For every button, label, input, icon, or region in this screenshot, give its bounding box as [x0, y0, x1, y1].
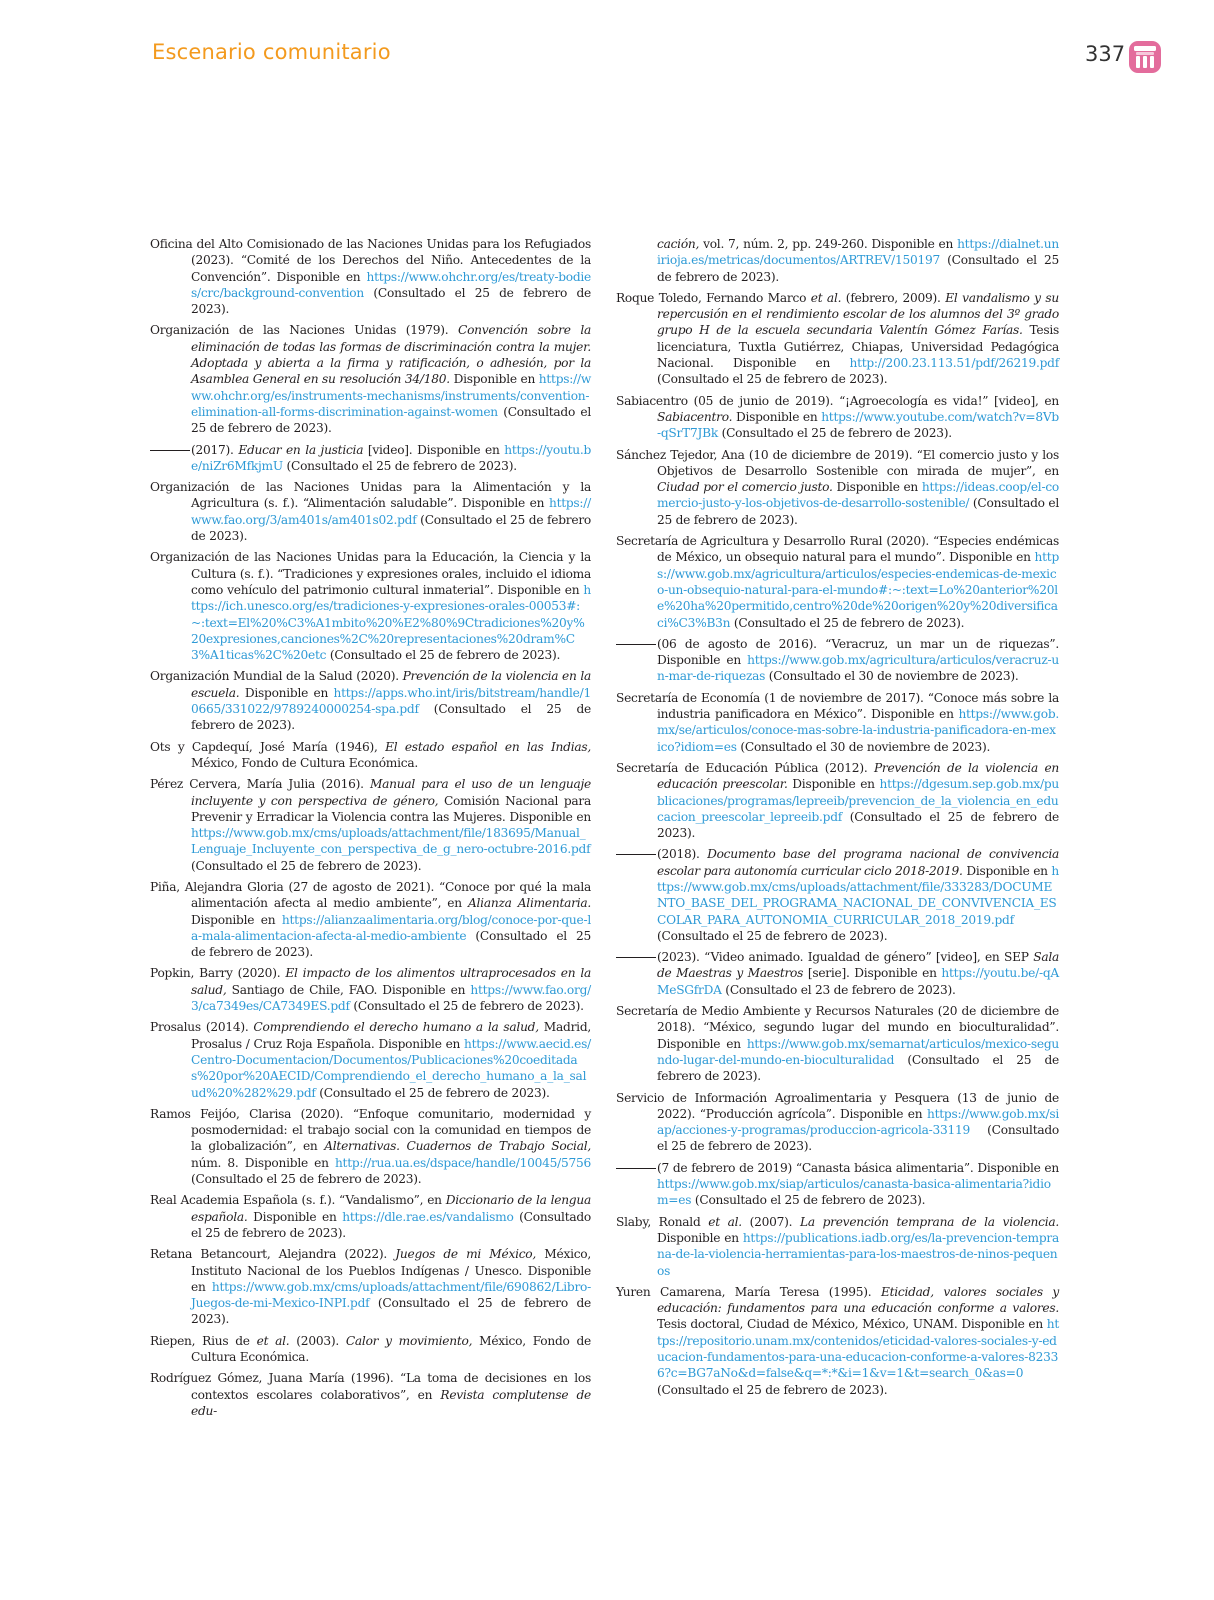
reference-text: (Consultado el 25 de febrero de 2023). — [191, 1296, 591, 1327]
reference-link[interactable]: https://www.gob.mx/semarnat/articulos/mexico-segundo-lugar-del-mundo-en-bioculturalidad — [657, 1036, 1059, 1067]
reference-entry — [150, 879, 591, 960]
reference-entry — [150, 1019, 591, 1100]
reference-title: El vandalismo y su repercusión en el rendimiento escolar de los alumnos del 3º grado grupo H de la escuela secundaria Valentín Gómez Farías. — [657, 290, 1059, 338]
reference-text: Servicio de Información Agroalimentaria y Pesquera (13 de junio de 2022). “Producción agrícola”. Disponible en — [616, 1090, 1059, 1121]
reference-text: (Consultado el 25 de febrero de 2023). — [191, 1209, 592, 1240]
reference-text: Organización Mundial de la Salud (2020). — [150, 669, 403, 684]
reference-text: México, Fondo de Cultura Económica. — [191, 1333, 591, 1364]
reference-text: Secretaría de Medio Ambiente y Recursos Naturales (20 de diciembre de 2018). “México, segundo lugar del mundo en bioculturalidad”. Disponible en — [616, 1004, 1059, 1051]
reference-text: (Consultado el 25 de febrero de 2023). — [657, 1052, 1059, 1084]
reference-text: (Consultado el 25 de febrero de 2023). — [282, 458, 517, 473]
reference-text: (2003). — [289, 1333, 346, 1348]
reference-text: (2018). — [657, 847, 708, 862]
reference-text: (Consultado el 25 de febrero de 2023). — [657, 253, 1059, 284]
reference-title: et al. — [256, 1333, 290, 1348]
reference-text: (Consultado el 25 de febrero de 2023). — [349, 999, 584, 1014]
reference-entry — [150, 236, 591, 317]
repeat-author-dash — [616, 644, 656, 645]
reference-link[interactable]: https://www.gob.mx/siap/acciones-y-programas/produccion-agricola-33119 — [657, 1106, 1059, 1138]
reference-text: (Consultado el 30 de noviembre de 2023). — [765, 669, 1019, 684]
reference-text: Prosalus (2014). — [150, 1020, 254, 1035]
reference-link[interactable]: https://dle.rae.es/vandalismo — [342, 1209, 514, 1224]
reference-text: (Consultado el 25 de febrero de 2023). — [717, 426, 952, 441]
reference-link[interactable]: https://www.gob.mx/siap/articulos/canasta-basica-alimentaria?idiom=es — [657, 1177, 1051, 1208]
reference-text: Disponible en — [247, 1209, 343, 1224]
reference-link[interactable]: https://www.ohchr.org/es/instruments-mechanisms/instruments/convention-elimination-all-forms-discrimination-against-women — [191, 372, 591, 419]
reference-title: Revista complutense de edu- — [191, 1387, 591, 1418]
reference-text: Tesis licenciatura, Tuxtla Gutiérrez, Chiapas, Universidad Pedagógica Nacional. Disponible en — [657, 323, 1059, 371]
reference-entry — [616, 1160, 1059, 1209]
reference-title: Calor y movimiento, — [345, 1333, 473, 1348]
reference-entry — [616, 1003, 1059, 1084]
reference-link[interactable]: https://ideas.coop/el-comercio-justo-y-los-objetivos-de-desarrollo-sostenible/ — [657, 480, 1059, 511]
reference-title: et al. — [810, 290, 842, 305]
reference-entry — [150, 1246, 591, 1327]
reference-text: [serie]. Disponible en — [803, 966, 942, 981]
reference-text: (Consultado el 25 de febrero de 2023). — [657, 928, 888, 943]
reference-text: Disponible en — [449, 372, 539, 387]
reference-entry — [616, 1214, 1059, 1279]
reference-entry — [150, 776, 591, 874]
reference-text: Tesis doctoral, Ciudad de México, México, UNAM. Disponible en — [657, 1317, 1047, 1332]
reference-link[interactable]: https://www.ohchr.org/es/treaty-bodies/crc/background-convention — [191, 269, 591, 300]
reference-text: Secretaría de Agricultura y Desarrollo Rural (2020). “Especies endémicas de México, un obsequio natural para el mundo”. Disponible en — [616, 534, 1059, 565]
reference-text: (Consultado el 25 de febrero de 2023). — [326, 648, 561, 663]
reference-title: et al. — [708, 1214, 742, 1229]
reference-text: Organización de las Naciones Unidas para la Educación, la Ciencia y la Cultura (s. f.). “Tradiciones y expresiones orales, incluido el idioma como vehículo del patrimonio cultural inmaterial”. Disponible en — [150, 550, 591, 597]
reference-text: Sabiacentro (05 de junio de 2019). “¡Agroecología es vida!” [video], en — [616, 393, 1059, 408]
reference-text: (06 de agosto de 2016). “Veracruz, un mar un de riquezas”. Disponible en — [657, 636, 1059, 668]
reference-title: Comprendiendo el derecho humano a la salud, — [253, 1020, 539, 1035]
reference-text: (Consultado el 25 de febrero de 2023). — [191, 404, 591, 436]
section-title: Escenario comunitario — [152, 40, 391, 64]
reference-text: Rodríguez Gómez, Juana María (1996). “La toma de decisiones en los contextos escolares colaborativos”, en — [150, 1371, 591, 1402]
reference-text: (febrero, 2009). — [841, 290, 946, 305]
reference-text: Organización de las Naciones Unidas para la Alimentación y la Agricultura (s. f.). “Alimentación saludable”. Disponible en — [150, 480, 591, 511]
reference-text: (2017). — [191, 442, 239, 457]
reference-text: Disponible en — [732, 409, 822, 424]
reference-link[interactable]: https://ich.unesco.org/es/tradiciones-y-expresiones-orales-00053#:~:text=El%20%C3%A1mbito%20%E2%80%9Ctradiciones%20y%20expresiones,canciones%2C%20representaciones%20dram%C3%A1ticas%2C%20etc — [191, 582, 591, 663]
reference-text: Disponible en — [832, 480, 922, 495]
reference-text: (Consultado el 25 de febrero de 2023). — [315, 1085, 550, 1100]
reference-entry — [616, 760, 1059, 841]
reference-title: La prevención temprana de la violencia. — [800, 1214, 1059, 1229]
reference-entry — [616, 690, 1059, 755]
reference-link[interactable]: https://www.fao.org/3/am401s/am401s02.pdf — [191, 496, 591, 527]
reference-text: Retana Betancourt, Alejandra (2022). — [150, 1247, 396, 1262]
reference-link[interactable]: https://repositorio.unam.mx/contenidos/eticidad-valores-sociales-y-educacion-fundamentos-para-una-educacion-conforme-a-valores-82336?c=BG7aNo&d=false&q=*:*&i=1&v=1&t=search_0&as=0 — [657, 1317, 1059, 1381]
reference-text: (2023). “Video animado. Igualdad de género” [video], en SEP — [657, 950, 1034, 965]
repeat-author-dash — [616, 1168, 656, 1169]
reference-text: México, Fondo de Cultura Económica. — [191, 755, 418, 770]
reference-text: (Consultado el 25 de febrero de 2023). — [657, 1382, 888, 1397]
reference-text: (Consultado el 25 de febrero de 2023). — [657, 496, 1059, 527]
reference-entry — [616, 1090, 1059, 1155]
reference-text: Ots y Capdequí, José María (1946), — [150, 739, 386, 754]
reference-entry — [616, 533, 1059, 631]
reference-text: (Consultado el 25 de febrero de 2023). — [657, 1123, 1059, 1154]
reference-link[interactable]: https://dialnet.unirioja.es/metricas/documentos/ARTREV/150197 — [657, 237, 1059, 268]
reference-link[interactable]: https://www.youtube.com/watch?v=8Vb-qSrT7JBk — [657, 409, 1059, 441]
reference-link[interactable]: https://www.aecid.es/Centro-Documentacion/Documentos/Publicaciones%20coeditadas%20por%20AECID/Comprendiendo_el_derecho_humano_a_la_salud%20%282%29.pdf — [191, 1036, 591, 1100]
reference-text: Riepen, Rius de — [150, 1333, 257, 1348]
reference-text: Comisión Nacional para Prevenir y Erradicar la Violencia contra las Mujeres. Disponible en — [191, 793, 591, 824]
reference-text: Sánchez Tejedor, Ana (10 de diciembre de 2019). “El comercio justo y los Objetivos de Desarrollo Sostenible con mirada de mujer”, en — [616, 447, 1059, 478]
reference-entry — [150, 322, 591, 436]
reference-text: México, Instituto Nacional de los Pueblos Indígenas / Unesco. Disponible en — [191, 1247, 591, 1294]
reference-text: (Consultado el 25 de febrero de 2023). — [657, 809, 1059, 841]
reference-link[interactable]: https://youtu.be/-qAMeSGfrDA — [657, 966, 1059, 997]
reference-entry — [150, 442, 591, 475]
reference-text: Organización de las Naciones Unidas (1979). — [150, 323, 459, 338]
reference-link[interactable]: http://200.23.113.51/pdf/26219.pdf — [849, 356, 1059, 371]
page-number: 337 — [1085, 42, 1126, 66]
reference-title: Manual para el uso de un lenguaje incluyente y con perspectiva de género, — [191, 777, 591, 808]
reference-entry — [150, 1106, 591, 1187]
reference-entry — [150, 668, 591, 733]
reference-link[interactable]: https://www.gob.mx/se/articulos/conoce-mas-sobre-la-industria-panificadora-en-mexico?idiom=es — [657, 707, 1059, 754]
reference-entry — [616, 949, 1059, 998]
reference-title: Sabiacentro. — [657, 409, 733, 424]
repeat-author-dash — [616, 854, 656, 855]
reference-entry — [150, 479, 591, 544]
reference-title: Alternativas. Cuadernos de Trabajo Social, — [324, 1139, 591, 1154]
reference-link[interactable]: https://www.gob.mx/agricultura/articulos/especies-endemicas-de-mexico-un-obsequio-natural-para-el-mundo#:~:text=Lo%20anterior%20le%20ha%20permitido,centro%20de%20origen%20y%20diversificaci%C3%B3n — [657, 550, 1059, 630]
reference-text: Ramos Feijóo, Clarisa (2020). “Enfoque comunitario, modernidad y posmodernidad: el trabajo social con la comunidad en tiempos de la globalización”, en — [150, 1106, 591, 1154]
reference-text: (Consultado el 30 de noviembre de 2023). — [736, 739, 991, 754]
reference-title: Prevención de la violencia en educación preescolar. — [657, 760, 1060, 792]
reference-text: Disponible en — [962, 863, 1052, 878]
reference-entry — [150, 965, 591, 1014]
reference-text: Disponible en — [191, 912, 282, 927]
reference-text: (Consultado el 25 de febrero de 2023). — [191, 512, 591, 544]
reference-title: Alianza Alimentaria. — [467, 896, 591, 911]
reference-title: Eticidad, valores sociales y educación: fundamentos para una educación conforme a valores. — [657, 1284, 1059, 1316]
reference-title: El impacto de los alimentos ultraprocesados en la salud, — [191, 966, 591, 997]
reference-text: Disponible en — [657, 1230, 743, 1245]
reference-title: Convención sobre la eliminación de todas las formas de discriminación contra la mujer. Adoptada y abierta a la firma y ratificación, o adhesión, por la Asamblea General en su resolución 34/180. — [191, 323, 591, 387]
reference-text: (Consultado el 25 de febrero de 2023). — [191, 285, 591, 317]
reference-text: (Consultado el 25 de febrero de 2023). — [191, 702, 591, 733]
reference-link[interactable]: https://www.gob.mx/agricultura/articulos/veracruz-un-mar-de-riquezas — [657, 653, 1059, 684]
reference-title: Educar en la justicia — [238, 442, 364, 457]
reference-entry — [616, 447, 1059, 528]
reference-link[interactable]: https://www.gob.mx/cms/uploads/attachment/file/183695/Manual_Lenguaje_Incluyente_con_perspectiva_de_g_nero-octubre-2016.pdf — [191, 826, 591, 857]
reference-link[interactable]: https://publications.iadb.org/es/la-prevencion-temprana-de-la-violencia-herramientas-para-los-maestros-de-ninos-pequenos — [657, 1230, 1059, 1278]
reference-text: Oficina del Alto Comisionado de las Naciones Unidas para los Refugiados (2023). “Comité de los Derechos del Niño. Antecedentes de la Convención”. Disponible en — [150, 237, 591, 284]
reference-text: Roque Toledo, Fernando Marco — [616, 290, 811, 305]
reference-title: Prevención de la violencia en la escuela. — [191, 669, 591, 700]
reference-link[interactable]: https://dgesum.sep.gob.mx/publicaciones/programas/lepreeib/prevencion_de_la_violencia_en_educacion_preescolar_lepreeib.pdf — [657, 777, 1060, 824]
reference-title: Juegos de mi México, — [395, 1247, 537, 1262]
reference-link[interactable]: https://www.gob.mx/cms/uploads/attachment/file/333283/DOCUMENTO_BASE_DEL_PROGRAMA_NACIONAL_DE_CONVIVENCIA_ESCOLAR_PARA_AUTONOMIA_CURRICULAR_2018_2019.pdf — [657, 863, 1059, 927]
reference-text: Real Academia Española (s. f.). “Vandalismo”, en — [150, 1193, 446, 1208]
reference-title: Sala de Maestras y Maestros — [657, 950, 1059, 981]
reference-entry — [150, 1192, 591, 1241]
reference-link[interactable]: https://apps.who.int/iris/bitstream/handle/10665/331022/9789240000254-spa.pdf — [191, 685, 591, 717]
reference-link[interactable]: https://www.gob.mx/cms/uploads/attachment/file/690862/Libro-Juegos-de-mi-Mexico-INPI.pdf — [191, 1279, 591, 1311]
reference-entry — [150, 549, 591, 663]
reference-text: Yuren Camarena, María Teresa (1995). — [616, 1284, 881, 1299]
references-column-left — [150, 236, 591, 1424]
reference-title: cación, — [657, 237, 700, 251]
reference-title: Documento base del programa nacional de convivencia escolar para autonomía curricular ciclo 2018-2019. — [657, 847, 1059, 878]
references-column-right — [616, 236, 1059, 1403]
reference-text: (Consultado el 25 de febrero de 2023). — [691, 1193, 926, 1208]
reference-text: Disponible en — [239, 685, 334, 700]
reference-entry — [616, 290, 1059, 388]
reference-text: vol. 7, núm. 2, pp. 249-260. Disponible en — [699, 237, 958, 251]
reference-text: Piña, Alejandra Gloria (27 de agosto de 2021). “Conoce por qué la mala alimentación afecta al medio ambiente”, en — [150, 879, 591, 911]
reference-text: (Consultado el 25 de febrero de 2023). — [191, 1172, 422, 1187]
reference-text: (Consultado el 25 de febrero de 2023). — [191, 858, 422, 873]
repeat-author-dash — [616, 957, 656, 958]
reference-text: Secretaría de Educación Pública (2012). — [616, 760, 874, 775]
glyph-logo-icon — [1128, 40, 1162, 74]
reference-text: Secretaría de Economía (1 de noviembre de 2017). “Conoce más sobre la industria panificadora en México”. Disponible en — [616, 690, 1059, 722]
reference-title: Ciudad por el comercio justo. — [657, 480, 833, 495]
reference-text: (7 de febrero de 2019) “Canasta básica alimentaria”. Disponible en — [657, 1160, 1059, 1175]
reference-text: Popkin, Barry (2020). — [150, 966, 286, 981]
reference-text: Madrid, Prosalus / Cruz Roja Española. Disponible en — [191, 1020, 591, 1051]
reference-link[interactable]: http://rua.ua.es/dspace/handle/10045/5756 — [334, 1155, 591, 1170]
reference-entry — [150, 739, 591, 772]
reference-entry — [616, 236, 1059, 285]
reference-entry — [150, 1370, 591, 1419]
reference-title: Diccionario de la lengua española. — [191, 1193, 591, 1224]
reference-text: [video]. Disponible en — [363, 442, 505, 457]
reference-entry — [616, 846, 1059, 944]
reference-entry — [616, 393, 1059, 442]
repeat-author-dash — [150, 450, 190, 451]
reference-text: Disponible en — [787, 777, 880, 792]
reference-text: (2007). — [741, 1214, 800, 1229]
reference-text: núm. 8. Disponible en — [191, 1155, 335, 1170]
reference-text: Santiago de Chile, FAO. Disponible en — [226, 982, 471, 997]
reference-text: Pérez Cervera, María Julia (2016). — [150, 777, 370, 792]
reference-entry — [150, 1333, 591, 1366]
reference-title: El estado español en las Indias, — [385, 739, 591, 754]
reference-entry — [616, 636, 1059, 685]
reference-entry — [616, 1284, 1059, 1398]
reference-text: (Consultado el 25 de febrero de 2023). — [657, 372, 888, 387]
reference-link[interactable]: https://youtu.be/niZr6MfkjmU — [191, 442, 591, 473]
reference-text: (Consultado el 23 de febrero de 2023). — [721, 982, 956, 997]
reference-text: (Consultado el 25 de febrero de 2023). — [191, 928, 591, 960]
reference-text: (Consultado el 25 de febrero de 2023). — [730, 615, 965, 630]
reference-link[interactable]: https://alianzaalimentaria.org/blog/conoce-por-que-la-mala-alimentacion-afecta-al-medio-ambiente — [191, 912, 591, 943]
reference-link[interactable]: https://www.fao.org/3/ca7349es/CA7349ES.pdf — [191, 982, 591, 1014]
reference-text: Slaby, Ronald — [616, 1214, 709, 1229]
